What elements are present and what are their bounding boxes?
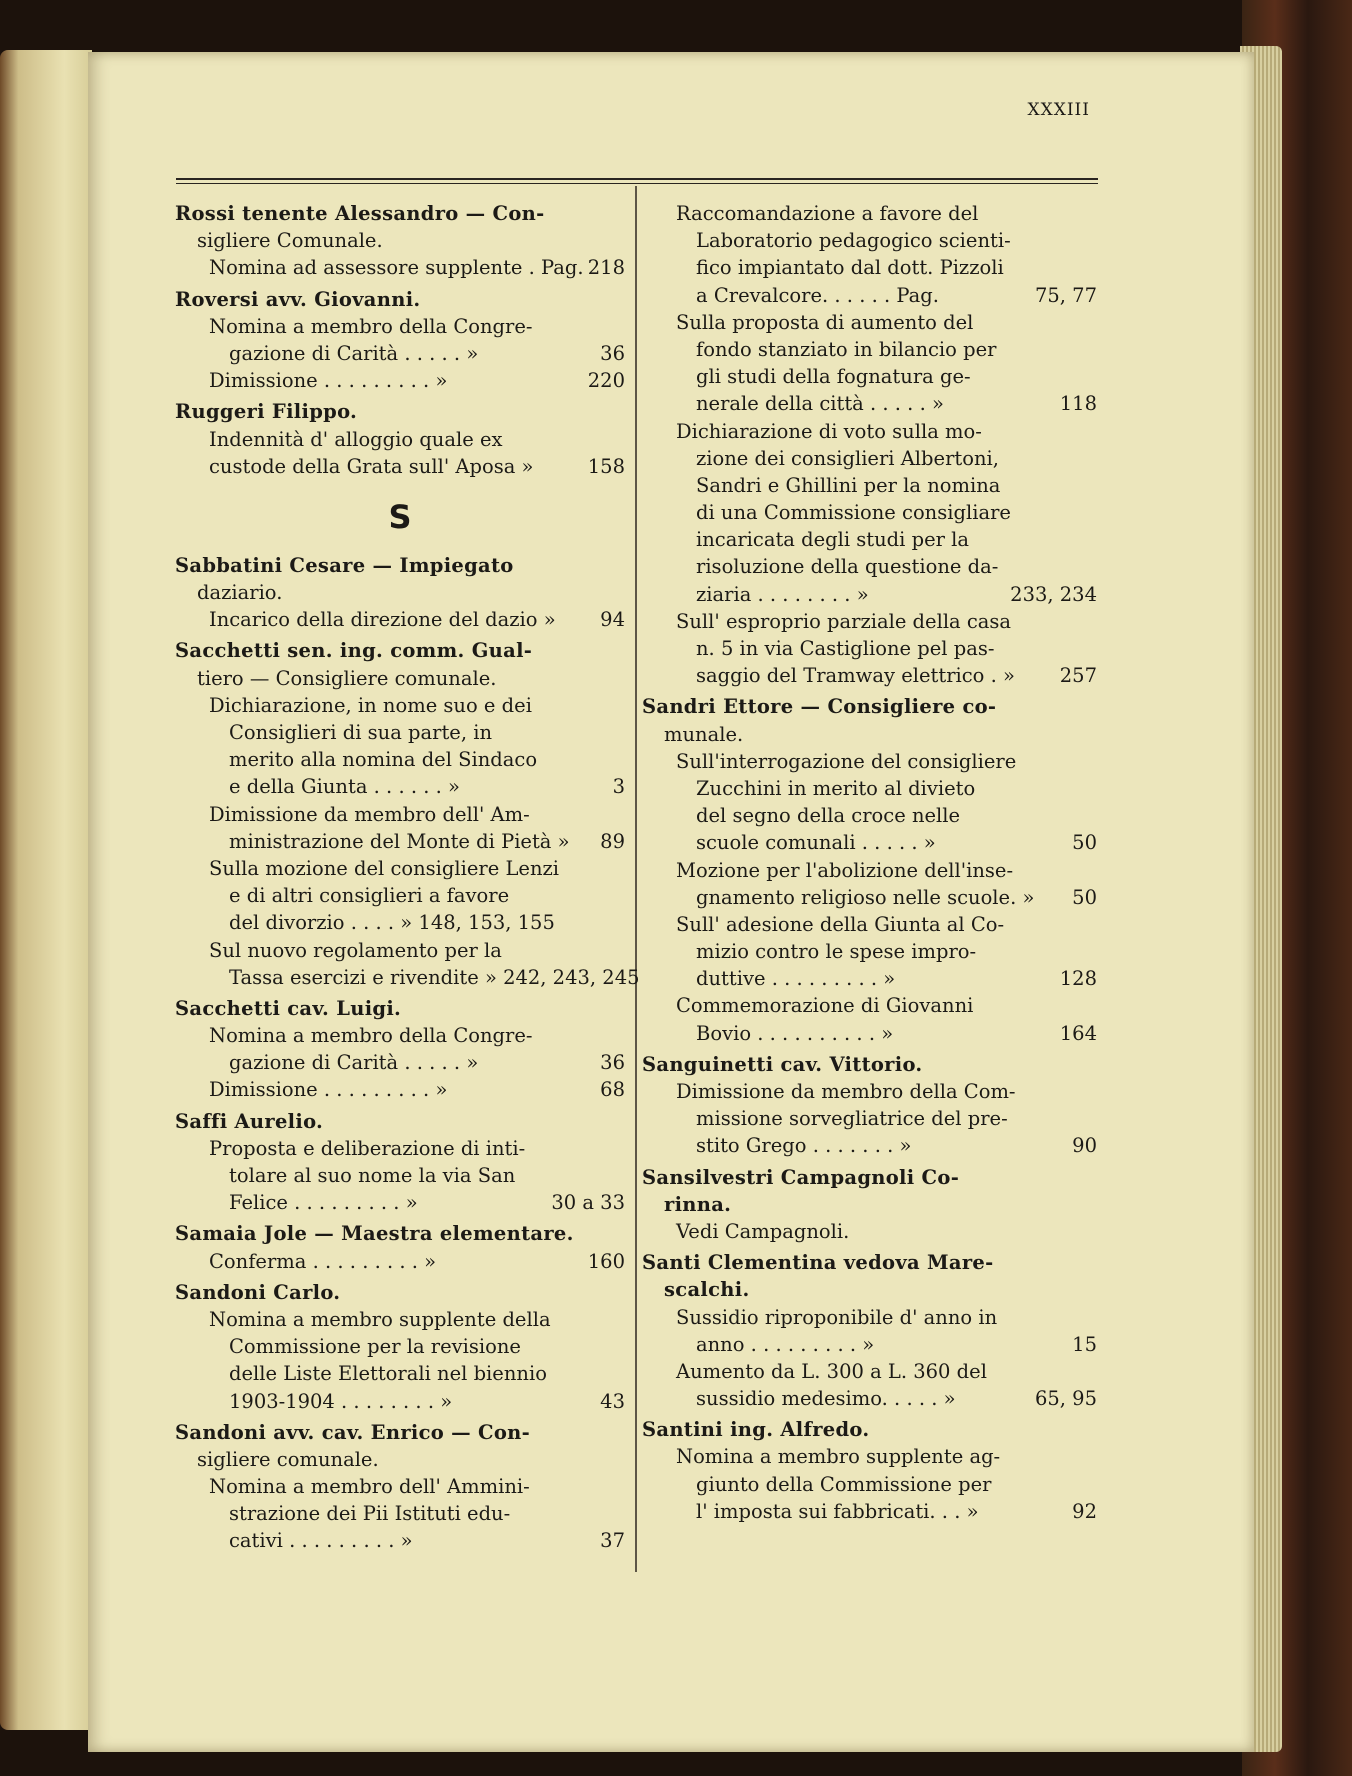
entry-text: Sansilvestri Campagnoli Co- (642, 1165, 960, 1189)
entry-text: Dimissione . . . . . . . . . » (209, 1078, 448, 1102)
entry-line (175, 1527, 625, 1554)
entry-line (175, 1306, 625, 1333)
entry-heading (175, 552, 625, 579)
entry-line (175, 828, 625, 855)
left-column (175, 200, 640, 1559)
entry-text: Dimissione da membro dell' Am- (209, 802, 530, 826)
entry-text: del segno della croce nelle (696, 804, 961, 828)
entry-text: saggio del Tramway elettrico . » (696, 664, 1015, 688)
entry-line (175, 773, 625, 800)
entry-line (642, 200, 1097, 227)
entry-text: Conferma . . . . . . . . . » (209, 1249, 437, 1273)
entry-text: Commemorazione di Giovanni (676, 994, 974, 1018)
page-reference: 257 (1059, 664, 1097, 688)
entry-text: daziario. (197, 581, 283, 605)
entry-line (175, 909, 625, 936)
entry-text: Sanguinetti cav. Vittorio. (642, 1052, 923, 1076)
entry-line (175, 692, 625, 719)
entry-text: sussidio medesimo. . . . . » (696, 1387, 956, 1411)
entry-line (642, 553, 1097, 580)
entry-text: Sulla mozione del consigliere Lenzi (209, 856, 560, 880)
entry-line (642, 1304, 1097, 1331)
entry-text: Dichiarazione, in nome suo e dei (209, 693, 532, 717)
entry-heading (175, 1220, 625, 1247)
entry-text: Sull'interrogazione del consigliere (676, 749, 1017, 773)
entry-line (642, 662, 1097, 689)
entry-line (175, 313, 625, 340)
index-entry (175, 286, 625, 399)
entry-text: Mozione per l'abolizione dell'inse- (676, 858, 1014, 882)
section-letter: S (388, 497, 412, 536)
entry-line (642, 965, 1097, 992)
index-entry (175, 995, 625, 1108)
entry-text: e di altri consiglieri a favore (229, 884, 510, 908)
index-entry (642, 1416, 1097, 1529)
entry-text: munale. (664, 722, 744, 746)
entry-line (642, 363, 1097, 390)
entry-heading (642, 1191, 1097, 1218)
entry-text: 1903-1904 . . . . . . . . » (229, 1389, 453, 1413)
header-rule-top (176, 178, 1098, 180)
entry-line (642, 1498, 1097, 1525)
header-rule-bottom (176, 183, 1098, 184)
entry-text: Nomina a membro dell' Ammini- (209, 1475, 530, 1499)
entry-line (175, 882, 625, 909)
index-entry (175, 1220, 625, 1278)
entry-line (642, 1105, 1097, 1132)
page-reference: 30 a 33 (551, 1191, 625, 1215)
entry-line (175, 855, 625, 882)
entry-text: fico impiantato dal dott. Pizzoli (696, 256, 1004, 280)
page-reference: 65, 95 (1034, 1387, 1097, 1411)
entry-heading (175, 200, 625, 227)
entry-text: Samaia Jole — Maestra elementare. (175, 1222, 574, 1246)
page-reference: 233, 234 (1010, 582, 1097, 606)
page-reference: 37 (600, 1529, 625, 1553)
entry-text: gazione di Carità . . . . . » (229, 1051, 479, 1075)
entry-text: Sandri Ettore — Consigliere co- (642, 695, 997, 719)
entry-line (175, 719, 625, 746)
entry-text: Laboratorio pedagogico scienti- (696, 229, 1011, 253)
entry-text: Sandri e Ghillini per la nomina (696, 473, 1001, 497)
entry-text: zione dei consiglieri Albertoni, (696, 446, 999, 470)
entry-heading (642, 1416, 1097, 1443)
page-reference: 50 (1072, 885, 1097, 909)
entry-text: a Crevalcore. . . . . . Pag. (696, 283, 939, 307)
entry-text: merito alla nomina del Sindaco (229, 748, 538, 772)
entry-text: Indennità d' alloggio quale ex (209, 427, 503, 451)
entry-line (642, 390, 1097, 417)
entry-line (642, 445, 1097, 472)
entry-line (642, 857, 1097, 884)
entry-text: Zucchini in merito al divieto (696, 776, 976, 800)
entry-line (642, 1331, 1097, 1358)
entry-text: Bovio . . . . . . . . . . » (696, 1021, 894, 1045)
entry-text: sigliere comunale. (197, 1447, 379, 1471)
entry-line (175, 1333, 625, 1360)
entry-text: Dimissione da membro della Com- (676, 1080, 1016, 1103)
index-entry (175, 552, 625, 638)
entry-line (175, 606, 625, 633)
entry-text: rinna. (664, 1192, 732, 1216)
entry-text: Sandoni avv. cav. Enrico — Con- (175, 1420, 531, 1444)
entry-heading (642, 1051, 1097, 1078)
entry-line (175, 426, 625, 453)
entry-line (175, 453, 625, 480)
entry-line (642, 309, 1097, 336)
entry-line (175, 367, 625, 394)
page-number: XXXIII (1027, 100, 1090, 120)
page-reference: 92 (1072, 1499, 1097, 1523)
index-entry (175, 1108, 625, 1221)
entry-text: gli studi della fognatura ge- (696, 365, 971, 389)
entry-line (175, 1162, 625, 1189)
entry-text: anno . . . . . . . . . » (696, 1332, 875, 1356)
entry-text: Aumento da L. 300 a L. 360 del (676, 1359, 987, 1383)
entry-line (642, 227, 1097, 254)
entry-text: tolare al suo nome la via San (229, 1164, 516, 1187)
entry-text: ministrazione del Monte di Pietà » (229, 829, 570, 853)
index-entry (642, 1051, 1097, 1164)
page-reference: 15 (1072, 1332, 1097, 1356)
entry-text: Roversi avv. Giovanni. (175, 287, 421, 311)
entry-line (642, 938, 1097, 965)
entry-line (642, 635, 1097, 662)
entry-heading (175, 1108, 625, 1135)
entry-text: Sandoni Carlo. (175, 1280, 341, 1304)
entry-text: Sussidio riproponibile d' anno in (676, 1305, 998, 1329)
index-entry (642, 693, 1097, 1050)
entry-line (175, 1248, 625, 1275)
entry-text: Dimissione . . . . . . . . . » (209, 369, 448, 393)
page-reference: 68 (600, 1078, 625, 1102)
entry-line (642, 282, 1097, 309)
entry-line (642, 775, 1097, 802)
entry-text: Nomina a membro della Congre- (209, 314, 533, 338)
entry-text: giunto della Commissione per (696, 1472, 992, 1496)
index-entry (642, 1249, 1097, 1416)
entry-text: Nomina a membro supplente ag- (676, 1445, 1001, 1469)
page-reference: 90 (1072, 1134, 1097, 1158)
entry-text: Sacchetti cav. Luigi. (175, 996, 402, 1020)
entry-line (175, 1076, 625, 1103)
entry-line (642, 1471, 1097, 1498)
entry-text: fondo stanziato in bilancio per (696, 337, 997, 361)
entry-text: Ruggeri Filippo. (175, 400, 358, 424)
entry-line (642, 1385, 1097, 1412)
entry-text: missione sorvegliatrice del pre- (696, 1107, 1008, 1131)
entry-line (175, 665, 625, 692)
entry-line (175, 227, 625, 254)
entry-text: stito Grego . . . . . . . » (696, 1134, 912, 1158)
entry-text: Sabbatini Cesare — Impiegato (175, 553, 514, 577)
index-entry (175, 200, 625, 286)
entry-heading (642, 1164, 1097, 1191)
entry-line (175, 1049, 625, 1076)
entry-text: mizio contro le spese impro- (696, 940, 977, 964)
entry-text: e della Giunta . . . . . . » (229, 775, 460, 799)
entry-text: Nomina ad assessore supplente . Pag. (209, 256, 584, 280)
entry-text: Incarico della direzione del dazio » (209, 608, 556, 632)
page-reference: 3 (612, 775, 625, 799)
index-entry (175, 637, 640, 994)
column-divider (635, 186, 637, 1572)
entry-text: Proposta e deliberazione di inti- (209, 1136, 526, 1160)
entry-line (642, 992, 1097, 1019)
entry-text: di una Commissione consigliare (696, 501, 1011, 525)
entry-line (175, 1022, 625, 1049)
entry-line (642, 472, 1097, 499)
entry-text: nerale della città . . . . . » (696, 392, 944, 416)
entry-text: del divorzio . . . . » 148, 153, 155 (229, 911, 555, 935)
entry-line (175, 1189, 625, 1216)
entry-line (642, 418, 1097, 445)
page-reference: 36 (600, 341, 625, 365)
page-reference: 128 (1059, 967, 1097, 991)
entry-line (642, 254, 1097, 281)
facing-page-edge (0, 50, 92, 1730)
entry-line (642, 1218, 1097, 1245)
entry-text: tiero — Consigliere comunale. (197, 666, 497, 690)
entry-line (175, 1473, 625, 1500)
entry-line (175, 1360, 625, 1387)
entry-text: Nomina a membro supplente della (209, 1307, 551, 1331)
entry-line (175, 1500, 625, 1527)
entry-text: Sull' esproprio parziale della casa (676, 609, 1012, 633)
entry-line (642, 884, 1097, 911)
page-reference: 36 (600, 1051, 625, 1075)
entry-text: risoluzione della questione da- (696, 555, 999, 579)
page-reference: 43 (600, 1389, 625, 1413)
entry-text: Commissione per la revisione (229, 1335, 521, 1359)
entry-line (642, 499, 1097, 526)
entry-text: Sul nuovo regolamento per la (209, 938, 502, 962)
entry-heading (175, 398, 625, 425)
entry-text: strazione dei Pii Istituti edu- (229, 1502, 511, 1526)
entry-line (175, 579, 625, 606)
entry-text: Dichiarazione di voto sulla mo- (676, 419, 982, 443)
entry-text: duttive . . . . . . . . . » (696, 967, 896, 991)
entry-line (642, 748, 1097, 775)
page-reference: 118 (1059, 392, 1097, 416)
entry-text: Sull' adesione della Giunta al Co- (676, 912, 1005, 936)
entry-heading (175, 1279, 625, 1306)
entry-heading (642, 1249, 1097, 1276)
entry-text: Sulla proposta di aumento del (676, 310, 974, 334)
entry-heading (175, 1419, 625, 1446)
entry-text: gnamento religioso nelle scuole. » (696, 885, 1035, 909)
entry-text: incaricata degli studi per la (696, 528, 970, 552)
page-reference: 218 (587, 256, 625, 280)
page-reference: 164 (1059, 1021, 1097, 1045)
page-reference: 50 (1072, 831, 1097, 855)
page-reference: 220 (587, 369, 625, 393)
entry-text: Rossi tenente Alessandro — Con- (175, 202, 545, 225)
entry-line (642, 721, 1097, 748)
entry-text: Santini ing. Alfredo. (642, 1418, 870, 1442)
entry-line (642, 1443, 1097, 1470)
entry-line (175, 964, 640, 991)
page-reference: 160 (587, 1249, 625, 1273)
entry-line (642, 829, 1097, 856)
entry-text: Raccomandazione a favore del (676, 202, 979, 225)
entry-line (175, 937, 625, 964)
entry-text: custode della Grata sull' Aposa » (209, 454, 534, 478)
entry-heading (642, 1276, 1097, 1303)
entry-line (642, 1132, 1097, 1159)
entry-text: Nomina a membro della Congre- (209, 1024, 533, 1048)
entry-line (642, 1078, 1097, 1105)
entry-text: l' imposta sui fabbricati. . . » (696, 1499, 979, 1523)
page-reference: 158 (587, 454, 625, 478)
entry-text: Saffi Aurelio. (175, 1109, 324, 1133)
index-entry (175, 398, 625, 484)
entry-text: cativi . . . . . . . . . » (229, 1529, 413, 1553)
entry-line (642, 1358, 1097, 1385)
entry-line (175, 340, 625, 367)
index-entry (175, 1279, 625, 1419)
entry-text: scalchi. (664, 1278, 750, 1302)
entry-text: gazione di Carità . . . . . » (229, 341, 479, 365)
entry-text: sigliere Comunale. (197, 229, 383, 253)
page-reference: 94 (600, 608, 625, 632)
entry-text: scuole comunali . . . . . » (696, 831, 936, 855)
index-entry (642, 200, 1097, 693)
entry-line (642, 1020, 1097, 1047)
entry-line (642, 608, 1097, 635)
entry-text: Santi Clementina vedova Mare- (642, 1251, 994, 1275)
entry-line (175, 746, 625, 773)
entry-heading (642, 693, 1097, 720)
entry-text: Sacchetti sen. ing. comm. Gual- (175, 639, 533, 663)
page-reference: 75, 77 (1034, 283, 1097, 307)
entry-line (175, 1388, 625, 1415)
entry-line (175, 1135, 625, 1162)
page-reference: 89 (600, 829, 625, 853)
entry-text: Consiglieri di sua parte, in (229, 721, 493, 744)
entry-heading (175, 286, 625, 313)
entry-heading (175, 637, 625, 664)
entry-text: Vedi Campagnoli. (676, 1219, 850, 1243)
index-entry (175, 1419, 625, 1559)
entry-line (642, 526, 1097, 553)
entry-text: Tassa esercizi e rivendite » 242, 243, 245 (229, 965, 640, 989)
entry-line (175, 801, 625, 828)
entry-text: Felice . . . . . . . . . » (229, 1191, 418, 1215)
entry-line (642, 581, 1097, 608)
entry-line (642, 802, 1097, 829)
entry-text: delle Liste Elettorali nel biennio (229, 1362, 547, 1386)
entry-line (642, 336, 1097, 363)
entry-line (175, 1446, 625, 1473)
entry-text: ziaria . . . . . . . . » (696, 582, 869, 606)
entry-line (642, 911, 1097, 938)
entry-text: n. 5 in via Castiglione pel pas- (696, 637, 995, 660)
right-column (642, 200, 1097, 1529)
entry-heading (175, 995, 625, 1022)
index-entry (642, 1164, 1097, 1250)
entry-line (175, 254, 625, 281)
